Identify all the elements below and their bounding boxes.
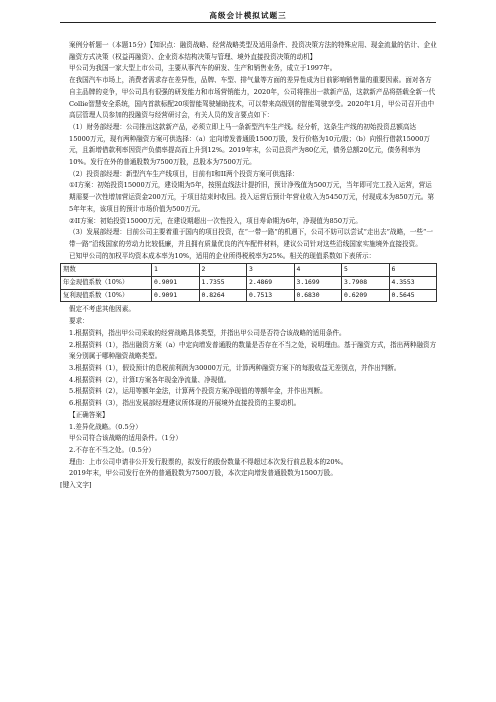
- table-cell: 4.3553: [389, 277, 437, 290]
- table-cell: 2.4869: [247, 277, 295, 290]
- table-header-cell: 1: [152, 264, 200, 277]
- table-cell: 3.1699: [294, 277, 342, 290]
- requirement-item: 6.根据资料（3），指出发展部经理建议所体现的开展境外直接投资的主要动机。: [69, 399, 301, 408]
- table-cell: 0.8264: [199, 289, 247, 302]
- page-header: 高级会计模拟试题三: [209, 11, 287, 20]
- table-cell: 年金现值系数（10%）: [61, 277, 152, 290]
- table-cell: 0.6209: [342, 289, 390, 302]
- plan-one: ①I方案：初始投资15000万元，建设期为5年，按照直线法计提折旧，预计净残值为500万元，当年即可完工投入运营，营运期需要一次性增加营运资金200万元，于项目结束时收回。投入运营后预计年营业收入为5450万元，付现成本为850万元。第5年年末，该项目的预计市场价值为500万元。: [69, 181, 435, 213]
- plan-two: ②II方案：初始投资15000万元，在建设期超出一次性投入，项目寿命期为6年，净现值为850万元。: [69, 216, 362, 225]
- requirement-item: 5.根据资料（2），运用等额年金法，计算两个投资方案净现值的等额年金，并作出判断。: [69, 387, 327, 396]
- development-manager-remark: （3）发展部经理：目前公司主要着重于国内的项目投资，在“一带一路”的机遇下，公司不妨可以尝试“走出去”战略，一些“一带一路”沿线国家的劳动力比较低廉，并且拥有质量优良的汽车配件材料，建议公司针对这些沿线国家实施境外直接投资。: [69, 228, 433, 248]
- present-value-table: [60, 263, 437, 302]
- table-header-cell: 5: [342, 264, 390, 277]
- table-cell: 复利现值系数（10%）: [61, 289, 152, 302]
- table-cell: 0.9091: [152, 277, 200, 290]
- table-cell: 0.9091: [152, 289, 200, 302]
- case-intro: 案例分析题一（本题15分）【知识点：融资战略、经营战略类型及适用条件、投资决策方法的特殊应用、现金流量的估计、企业融资方式决策（权益再融资）、企业资本结构决策与管理、境外直接投资决策的动机】: [69, 41, 437, 61]
- requirement-item: 3.根据资料（1），假设预计的息税前利润为30000万元，计算两种融资方案下的每股收益无差别点，并作出判断。: [69, 363, 401, 372]
- document-body: [60, 40, 437, 492]
- footer-placeholder: [键入文字]: [60, 481, 92, 490]
- requirement-item: 2.根据资料（1），指出融资方案（a）中定向增发普通股的数量是否存在不当之处，说明理由。基于融资方式，指出两种融资方案分别属于哪种融资战略类型。: [69, 340, 437, 361]
- table-header-cell: 期数: [61, 264, 152, 277]
- answer-title: 【正确答案】: [69, 410, 109, 419]
- header-rule: [60, 22, 436, 23]
- answer-line: 2019年末，甲公司发行在外的普通股数为7500万股，本次定向增发普通股数为1500万股。: [69, 469, 337, 478]
- answer-line: 2.不存在不当之处。（0.5分）: [69, 445, 156, 454]
- answer-line: 理由：上市公司申请非公开发行股票的，拟发行的股份数量不得超过本次发行前总股本的20%。: [69, 457, 348, 466]
- cost-of-capital-note: 已知甲公司的加权平均资本成本率为10%，适用的企业所得税税率为25%。相关的现值系数如下表所示：: [69, 251, 376, 260]
- answer-line: 1.差异化战略。（0.5分）: [69, 422, 142, 431]
- table-cell: 3.7908: [342, 277, 390, 290]
- market-background: 在我国汽车市场上，消费者需求存在差异性，品牌、车型、排气量等方面的差异性成为目前影响销售量的重要因素。面对各方自主品牌的竞争，甲公司具有很强的研发能力和市场营销能力，2020年，公司将推出一款新产品，这款新产品将搭载全新一代Collie智慧安全系统，国内首款标配20项智能驾驶辅助技术，可以带来高级别的智能驾驶享受。2020年1月，甲公司召开由中高层管理人员参加的投融资与经营研讨会，有关人员的发言要点如下：: [69, 76, 436, 120]
- table-header-cell: 4: [294, 264, 342, 277]
- requirement-item: 4.根据资料（2），计算I方案各年现金净流量、净现值。: [69, 375, 231, 384]
- table-header-row: [61, 264, 437, 277]
- assumption-note: 假定不考虑其他因素。: [69, 305, 135, 314]
- table-cell: 0.6830: [294, 289, 342, 302]
- table-cell: 0.5645: [389, 289, 437, 302]
- table-header-cell: 2: [199, 264, 247, 277]
- table-header-cell: 3: [247, 264, 295, 277]
- answer-line: 甲公司符合该战略的适用条件。（1分）: [69, 434, 182, 443]
- investment-manager-remark: （2）投资部经理：新型汽车生产线项目，目前有I和II两个投资方案可供选择：: [69, 169, 299, 178]
- company-profile: 甲公司为我国一家大型上市公司，主要从事汽车的研发、生产和销售业务，成立于1997年。: [69, 64, 337, 73]
- table-header-cell: 6: [389, 264, 437, 277]
- table-cell: 0.7513: [247, 289, 295, 302]
- table-row: [61, 289, 437, 302]
- requirements-title: 要求：: [69, 317, 89, 326]
- table-cell: 1.7355: [199, 277, 247, 290]
- table-row: [61, 277, 437, 290]
- requirement-item: 1.根据资料，指出甲公司采取的经营战略具体类型，并指出甲公司是否符合该战略的适用条件。: [69, 328, 346, 337]
- finance-manager-remark: （1）财务部经理：公司推出这款新产品，必须立即上马一条新型汽车生产线。经分析，这条生产线的初始投资总额高达15000万元，现有两种融资方案可供选择：（a）定向增发普通股1500万股，发行价格为10元/股；（b）向银行借款15000万元，且新增借款利率因资产负债率提高而上升到12%。2019年末，公司总资产为80亿元，债务总额20亿元，债务利率为10%。发行在外的普通股数为7500万股，总股本为7500万元。: [69, 122, 431, 167]
